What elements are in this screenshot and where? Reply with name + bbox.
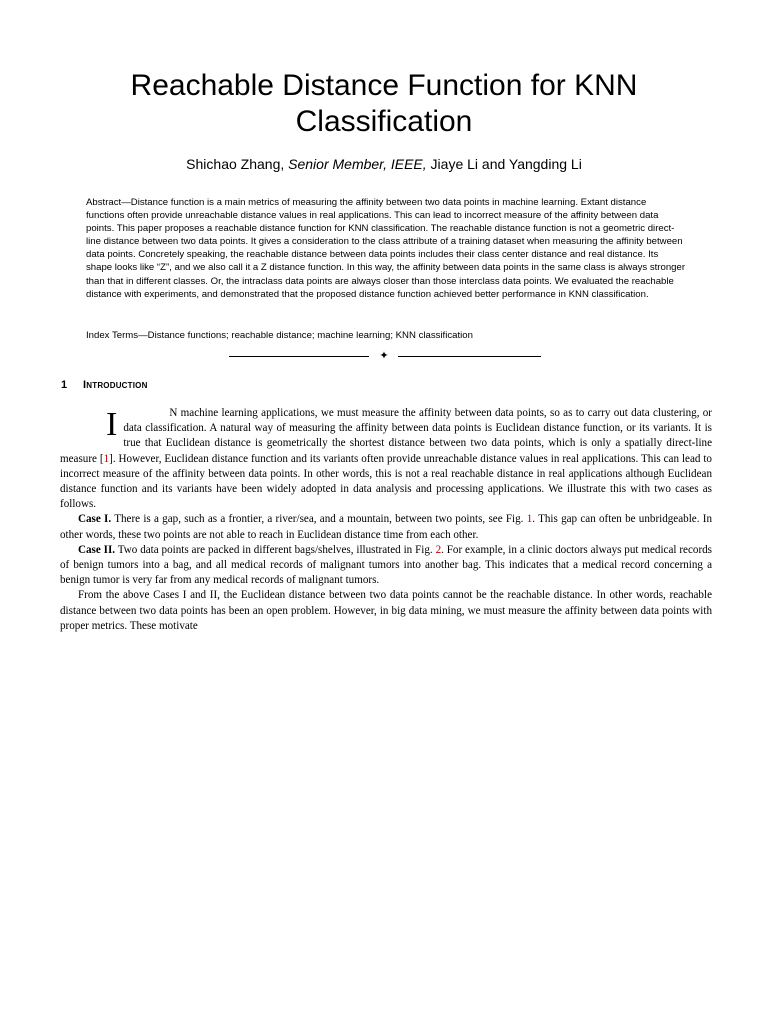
author-line (60, 155, 708, 173)
separator-diamond-icon: ✦ (379, 349, 389, 362)
case-1-label: Case I. (78, 513, 112, 526)
abstract: Abstract—Distance function is a main metrics of measuring the affinity between two data points in machine learning. Extant distance functions often provide unreachable distance values in real applications. This can lead to incorrect measure of the affinity between data points. This paper proposes a reachable distance function for KNN classification. The reachable distance function is not a geometric direct-line distance between two data points. It gives a consideration to the class attribute of a training dataset when measuring the affinity between data points. Concretely speaking, the reachable distance between data points includes their class center distance and real distance. Its shape looks like “Z”, and we also call it a Z distance function. In this way, the affinity between data points in the same class is always stronger than that in different classes. Or, the intraclass data points are always closer than those interclass data points. We evaluated the reachable distance with experiments, and demonstrated that the proposed distance function achieved better performance in KNN classification. (86, 197, 686, 300)
paper-title: Reachable Distance Function for KNN Classification (130, 69, 638, 138)
case-2-paragraph (60, 543, 712, 589)
case-1-text-a: There is a gap, such as a frontier, a river/sea, and a mountain, between two points, see Fig. (111, 513, 527, 526)
separator-line-right (398, 356, 541, 357)
case-2-label: Case II. (78, 543, 116, 556)
case-2-text-a: Two data points are packed in different bags/shelves, illustrated in Fig. (115, 543, 436, 556)
citation-link[interactable]: 1 (103, 452, 110, 465)
intro-text: N machine learning applications, we must measure the affinity between data points, so as to carry out data clustering, or data classification. A natural way of measuring the affinity between data points is Euclidean distance function, or its variants. It is true that Euclidean distance is geometrically the shortest distance between two data points, which is only a spatially direct-line measure [ (60, 407, 712, 465)
index-terms: Index Terms—Distance functions; reachable distance; machine learning; KNN classification (86, 330, 473, 341)
section-heading (61, 378, 148, 392)
case-1-paragraph (60, 512, 712, 542)
drop-cap: I (106, 406, 118, 443)
author-role: Senior Member, IEEE, (288, 156, 427, 172)
body-text (60, 406, 712, 634)
closing-paragraph: From the above Cases I and II, the Euclidean distance between two data points cannot be the reachable distance. In other words, reachable distance between two data points has been an open problem. However, in big data mining, we must measure the affinity between data points with proper metrics. These motivate (60, 589, 712, 632)
author-first: Shichao Zhang, (186, 156, 285, 172)
intro-text-end: ]. However, Euclidean distance function and its variants often provide unreachable distance values in real applications. This can lead to incorrect measure of the affinity between data points. In other words, this is not a real reachable distance in real applications although Euclidean distance function and its variants have been widely adopted in data analysis and processing applications. We illustrate this with two cases as follows. (60, 452, 712, 511)
figure-1-link[interactable]: 1 (526, 513, 533, 526)
separator-line-left (229, 356, 369, 357)
case-1-text-b: . This gap can often be unbridgeable. In other words, these two points are not able to reach in Euclidean distance time from each other. (60, 513, 712, 541)
author-others: Jiaye Li and Yangding Li (430, 156, 582, 172)
intro-paragraph (60, 406, 712, 512)
figure-2-link[interactable]: 2 (435, 543, 442, 556)
section-title: Introduction (83, 379, 148, 391)
case-2-text-b: . For example, in a clinic doctors always put medical records of benign tumors into a bag, and all medical records of malignant tumors into another bag. This indicates that a medical record concerning a benign tumor is very far from any medical records of malignant tumors. (60, 543, 712, 587)
section-number: 1 (61, 379, 68, 391)
